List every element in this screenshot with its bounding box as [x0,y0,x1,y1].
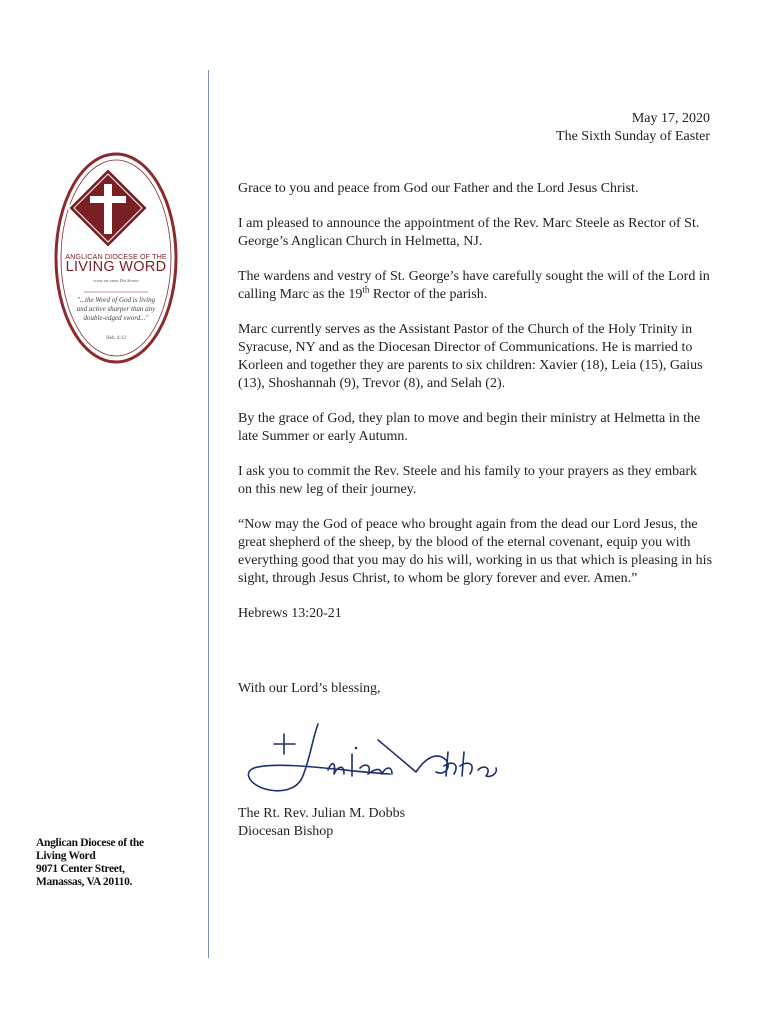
signer-title: Diocesan Bishop [238,824,334,839]
seal-title-line2: LIVING WORD [65,259,167,275]
closing-salutation: With our Lord’s blessing, [238,681,381,696]
calling-text-end: Rector of the parish. [369,287,488,302]
announcement-paragraph: I am pleased to announce the appointment of the Rev. Marc Steele as Rector of St. George’s Anglican Church in Helmetta, NJ. [238,216,700,249]
seal-text-group [54,152,178,364]
calling-paragraph [238,268,712,304]
seal-verse-reference: Heb. 4:12 [106,336,126,341]
biography-paragraph: Marc currently serves as the Assistant Pastor of the Church of the Holy Trinity in Syracuse, NY and as the Diocesan Director of Communications. He is married to Korleen and together they are parents to six children: Xavier (18), Leia (15), Gaius (13), Shoshannah (9), Trevor (8), and Selah (2). [238,322,703,391]
seal-title-line1: ANGLICAN DIOCESE OF THE [65,252,167,261]
diocese-address [36,837,204,889]
handwritten-signature [240,720,508,796]
letter-date: May 17, 2020 [631,111,710,126]
date-block [556,110,710,146]
seal-motto: vivus est enim Dei Sermo [93,278,139,283]
address-line-4: Manassas, VA 20110. [36,876,133,888]
ordinal-suffix: th [362,284,370,295]
greeting-paragraph: Grace to you and peace from God our Father and the Lord Jesus Christ. [238,181,639,196]
calling-text-start: The wardens and vestry of St. George’s have carefully sought the will of the Lord in calling Marc as the 19 [238,269,710,302]
signer-name: The Rt. Rev. Julian M. Dobbs [238,806,406,821]
seal-verse: "...the Word of God is living and active sharper than any double-edged sword..." [76,296,156,322]
timeline-paragraph: By the grace of God, they plan to move and begin their ministry at Helmetta in the late Summer or early Autumn. [238,411,701,444]
scripture-reference: Hebrews 13:20-21 [238,606,342,621]
address-line-1: Anglican Diocese of the [36,837,144,849]
letter-body [238,180,712,640]
liturgical-occasion: The Sixth Sunday of Easter [556,129,710,144]
margin-divider [208,70,209,958]
scripture-quote: “Now may the God of peace who brought again from the dead our Lord Jesus, the great shepherd of the sheep, by the blood of the eternal covenant, equip you with everything good that you may do his will, working in us that which is pleasing in his sight, through Jesus Christ, to whom be glory forever and ever. Amen.” [238,517,713,586]
prayer-request-paragraph: I ask you to commit the Rev. Steele and his family to your prayers as they embark on this new leg of their journey. [238,464,698,497]
signer-block [238,805,405,841]
address-line-3: 9071 Center Street, [36,863,125,875]
address-line-2: Living Word [36,850,96,862]
